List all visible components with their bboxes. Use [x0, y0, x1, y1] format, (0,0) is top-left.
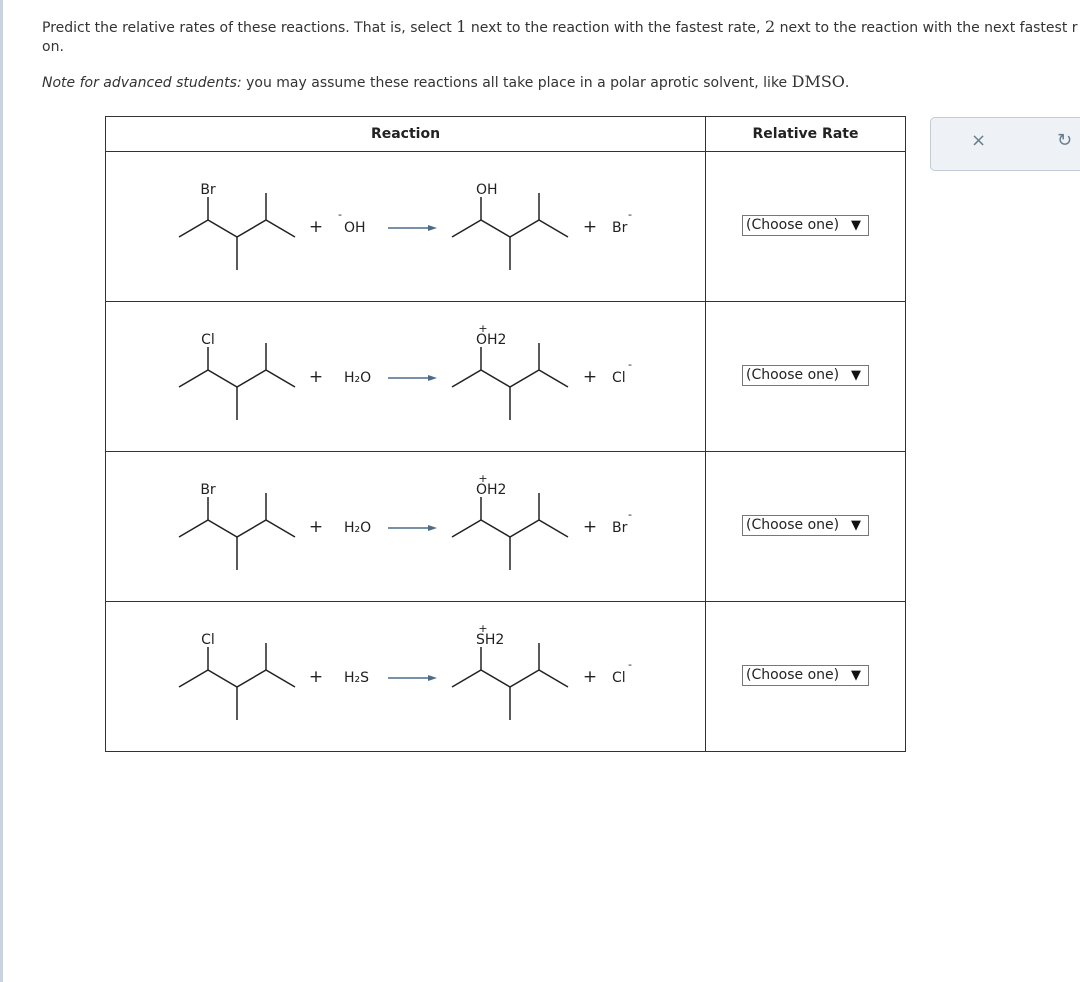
- byproduct-charge: -: [628, 658, 632, 671]
- note-label: Note for advanced students:: [42, 75, 242, 91]
- plus-sign: +: [582, 217, 598, 237]
- rank-1: 1: [456, 17, 467, 36]
- reagent-label: H₂O: [344, 370, 372, 386]
- reaction-row: [106, 452, 906, 602]
- product-charge: +: [478, 622, 488, 635]
- byproduct-ion-label: Cl: [612, 670, 626, 686]
- reaction-table: [105, 116, 906, 752]
- reactant-skeleton: [179, 493, 295, 570]
- product-skeleton: [452, 193, 568, 270]
- dropdown-value: (Choose one): [746, 517, 840, 533]
- close-icon[interactable]: ×: [971, 130, 987, 151]
- reset-icon[interactable]: ↻: [1057, 130, 1073, 151]
- note-text: you may assume these reactions all take place in a polar aprotic solvent, like: [241, 75, 792, 91]
- leaving-group-label: Cl: [201, 632, 215, 648]
- left-border: [0, 0, 3, 982]
- product-charge: +: [478, 322, 488, 335]
- reaction-cell: [106, 152, 706, 302]
- reaction-cell: [106, 452, 706, 602]
- reagent-label: H₂O: [344, 520, 372, 536]
- reagent-charge: -: [338, 208, 342, 221]
- reaction-scheme: [106, 452, 705, 601]
- reactant-skeleton: [179, 193, 295, 270]
- instructions: [42, 16, 1080, 39]
- rate-cell: [706, 302, 906, 452]
- leaving-group-label: Br: [200, 482, 216, 498]
- plus-sign: +: [582, 667, 598, 687]
- arrow-head: [428, 375, 437, 381]
- relative-rate-dropdown[interactable]: [742, 215, 869, 236]
- rate-cell: [706, 602, 906, 752]
- product-group-label: SH2: [476, 632, 505, 648]
- byproduct-charge: -: [628, 358, 632, 371]
- plus-sign: +: [308, 217, 324, 237]
- dropdown-value: (Choose one): [746, 367, 840, 383]
- byproduct-ion-label: Br: [612, 220, 628, 236]
- reaction-scheme: [106, 602, 705, 751]
- plus-sign: +: [308, 517, 324, 537]
- leaving-group-label: Cl: [201, 332, 215, 348]
- chevron-down-icon: ▼: [851, 218, 861, 233]
- arrow-head: [428, 525, 437, 531]
- byproduct-ion-label: Br: [612, 520, 628, 536]
- reagent-label: H₂S: [344, 670, 370, 686]
- instructions-text-2: next to the reaction with the fastest rate,: [466, 20, 765, 36]
- plus-sign: +: [308, 367, 324, 387]
- relative-rate-dropdown[interactable]: [742, 665, 869, 686]
- reagent-label: OH: [344, 220, 366, 236]
- instructions-line-2: on.: [42, 39, 64, 55]
- rank-2: 2: [764, 17, 776, 36]
- chevron-down-icon: ▼: [851, 668, 861, 683]
- chevron-down-icon: ▼: [851, 368, 861, 383]
- leaving-group-label: Br: [200, 182, 216, 198]
- chevron-down-icon: ▼: [851, 518, 861, 533]
- relative-rate-dropdown[interactable]: [742, 365, 869, 386]
- reaction-row: [106, 152, 906, 302]
- dropdown-value: (Choose one): [746, 667, 840, 683]
- plus-sign: +: [582, 517, 598, 537]
- answer-tools-panel: [930, 117, 1080, 171]
- instructions-text-3: next to the reaction with the next fastest r: [775, 20, 1078, 36]
- product-skeleton: [452, 493, 568, 570]
- relative-rate-dropdown[interactable]: [742, 515, 869, 536]
- reaction-row: [106, 302, 906, 452]
- solvent-name: DMSO: [791, 72, 845, 91]
- rate-cell: [706, 452, 906, 602]
- product-group-label: OH2: [476, 332, 507, 348]
- reaction-column-header: Reaction: [106, 117, 706, 152]
- rate-cell: [706, 152, 906, 302]
- advanced-note: [42, 71, 849, 94]
- product-skeleton: [452, 343, 568, 420]
- arrow-head: [428, 675, 437, 681]
- rate-column-header: Relative Rate: [706, 117, 906, 152]
- dropdown-value: (Choose one): [746, 217, 840, 233]
- reactant-skeleton: [179, 643, 295, 720]
- reaction-cell: [106, 602, 706, 752]
- reaction-cell: [106, 302, 706, 452]
- product-group-label: OH2: [476, 482, 507, 498]
- byproduct-charge: -: [628, 508, 632, 521]
- plus-sign: +: [308, 667, 324, 687]
- byproduct-ion-label: Cl: [612, 370, 626, 386]
- reaction-row: [106, 602, 906, 752]
- instructions-text-1: Predict the relative rates of these reactions. That is, select: [42, 20, 457, 36]
- product-charge: +: [478, 472, 488, 485]
- reactant-skeleton: [179, 343, 295, 420]
- plus-sign: +: [582, 367, 598, 387]
- product-group-label: OH: [476, 182, 498, 198]
- byproduct-charge: -: [628, 208, 632, 221]
- reaction-scheme: [106, 152, 705, 301]
- arrow-head: [428, 225, 437, 231]
- note-period: .: [844, 75, 850, 91]
- product-skeleton: [452, 643, 568, 720]
- reaction-scheme: [106, 302, 705, 451]
